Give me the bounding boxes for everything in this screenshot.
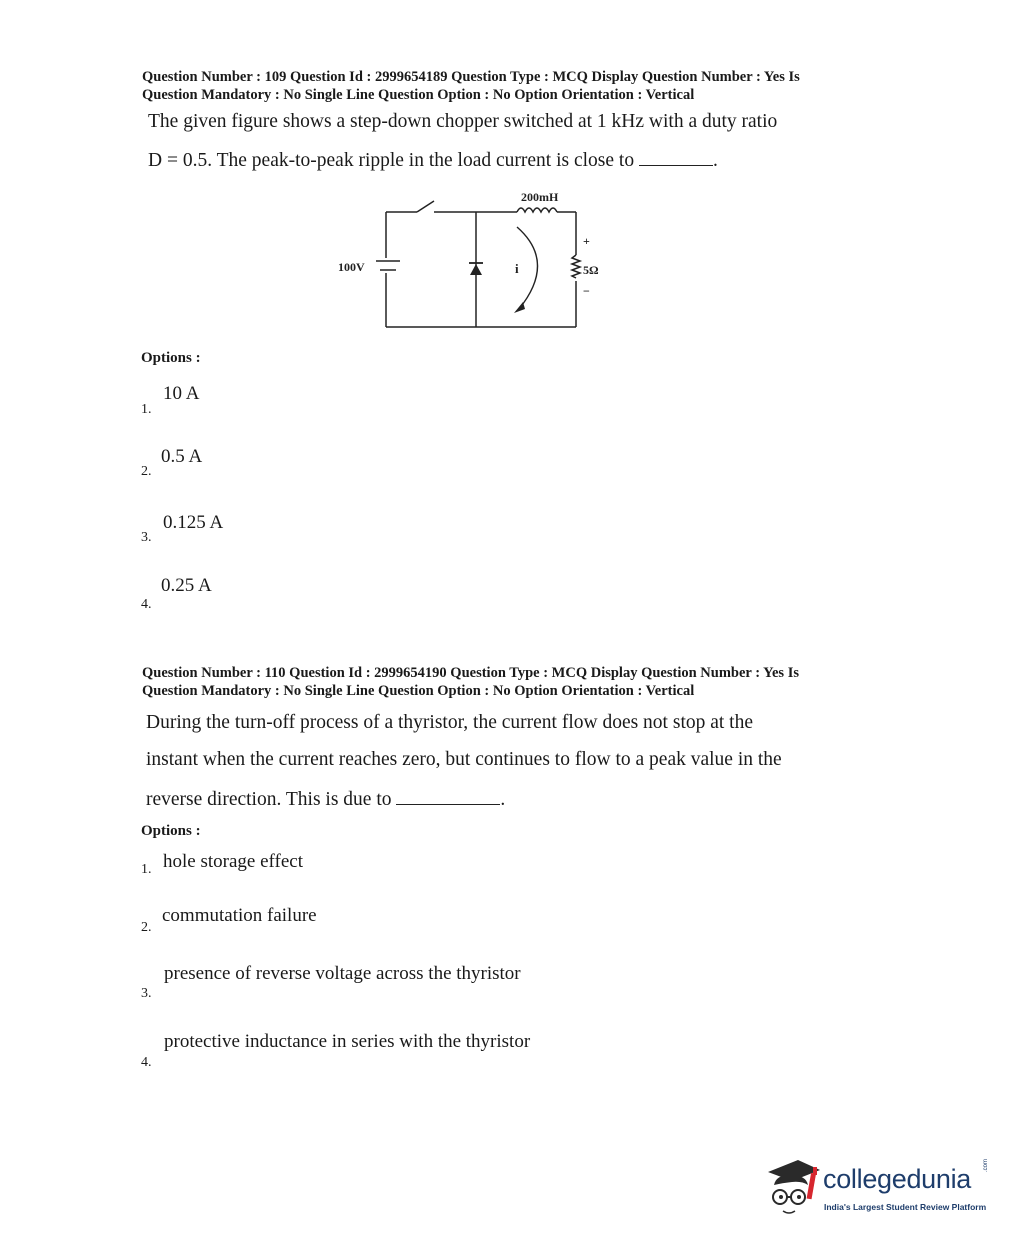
q110-option-4-number: 4. bbox=[141, 1055, 152, 1070]
collegedunia-brand-name[interactable]: collegedunia bbox=[823, 1164, 972, 1194]
collegedunia-tagline: India's Largest Student Review Platform bbox=[824, 1202, 987, 1212]
q110-option-2-number: 2. bbox=[141, 920, 152, 935]
q109-text-end: . bbox=[712, 150, 718, 171]
q110-option-3-number: 3. bbox=[141, 986, 152, 1001]
q109-option-4-number: 4. bbox=[141, 597, 152, 612]
q110-option-3-text[interactable]: presence of reverse voltage across the thyristor bbox=[164, 963, 521, 984]
q109-options-heading: Options : bbox=[141, 350, 201, 366]
q110-option-1-number: 1. bbox=[141, 862, 152, 877]
q110-text-end: . bbox=[500, 789, 506, 810]
q110-meta-line-1: Question Number : 110 Question Id : 2999654190 Question Type : MCQ Display Question Number : Yes Is bbox=[142, 665, 799, 681]
q110-option-4-text[interactable]: protective inductance in series with the thyristor bbox=[164, 1031, 531, 1052]
q109-option-2-text[interactable]: 0.5 A bbox=[161, 446, 203, 467]
q110-option-1-text[interactable]: hole storage effect bbox=[163, 851, 303, 872]
q109-option-3-text[interactable]: 0.125 A bbox=[163, 512, 224, 533]
chopper-circuit-figure bbox=[330, 185, 620, 335]
diode-symbol bbox=[470, 264, 482, 275]
q109-text-line-1: The given figure shows a step-down chopper switched at 1 kHz with a duty ratio bbox=[148, 111, 778, 132]
q110-meta-line-2: Question Mandatory : No Single Line Question Option : No Option Orientation : Vertical bbox=[142, 683, 695, 699]
q109-text-line-2-body: D = 0.5. The peak-to-peak ripple in the load current is close to bbox=[148, 150, 635, 171]
q110-text-line-1: During the turn-off process of a thyristor, the current flow does not stop at the bbox=[146, 712, 754, 733]
q110-text-line-2: instant when the current reaches zero, but continues to flow to a peak value in the bbox=[146, 749, 782, 770]
current-label: i bbox=[515, 261, 519, 276]
current-direction-arrow bbox=[517, 227, 538, 309]
q110-text-line-3-body: reverse direction. This is due to bbox=[146, 789, 392, 810]
q109-option-2-number: 2. bbox=[141, 464, 152, 479]
plus-sign: + bbox=[583, 234, 590, 248]
q110-text-line-3 bbox=[146, 786, 505, 811]
q109-option-3-number: 3. bbox=[141, 530, 152, 545]
source-voltage-label: 100V bbox=[338, 260, 365, 274]
minus-sign: − bbox=[583, 284, 590, 298]
q109-answer-blank bbox=[639, 147, 713, 166]
q109-meta-line-2: Question Mandatory : No Single Line Question Option : No Option Orientation : Vertical bbox=[142, 87, 695, 103]
q109-text-line-2 bbox=[148, 147, 718, 172]
q109-option-4-text[interactable]: 0.25 A bbox=[161, 575, 212, 596]
q109-option-1-number: 1. bbox=[141, 402, 152, 417]
q109-meta-line-1: Question Number : 109 Question Id : 2999654189 Question Type : MCQ Display Question Number : Yes Is bbox=[142, 69, 800, 85]
inductor-label: 200mH bbox=[521, 190, 559, 204]
q110-options-heading: Options : bbox=[141, 823, 201, 839]
q110-answer-blank bbox=[396, 786, 500, 805]
resistor-label: 5Ω bbox=[583, 263, 599, 277]
collegedunia-dotcom: .com bbox=[983, 1158, 989, 1172]
q110-option-2-text[interactable]: commutation failure bbox=[162, 905, 317, 926]
q109-option-1-text[interactable]: 10 A bbox=[163, 383, 200, 404]
